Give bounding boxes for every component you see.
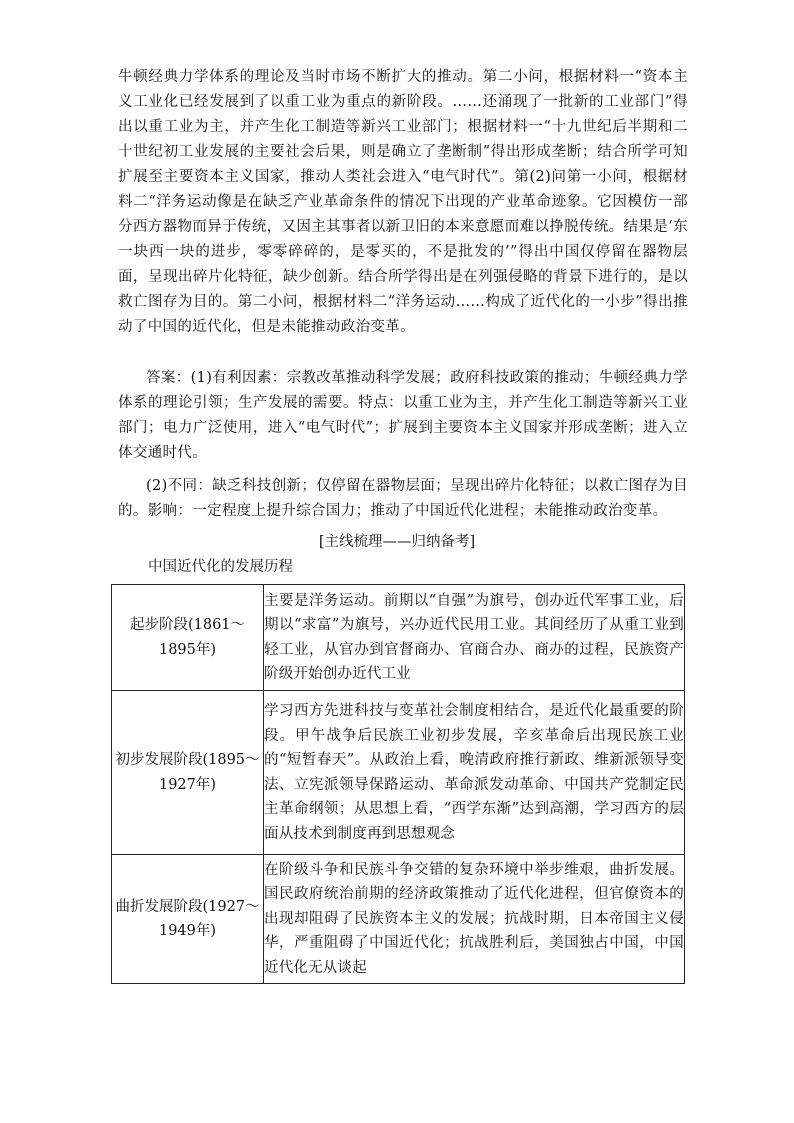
table-row <box>112 691 685 855</box>
stage-cell: 曲折发展阶段(1927～1949年) <box>112 855 264 984</box>
table-row <box>112 855 685 984</box>
stage-cell: 初步发展阶段(1895～1927年) <box>112 691 264 855</box>
answer-part-2-text: (2)不同：缺乏科技创新；仅停留在器物层面；呈现出碎片化特征；以救亡图存为目的。影响：一定程度上提升综合国力；推动了中国近代化进程；未能推动政治变革。 <box>118 478 688 519</box>
description-cell: 学习西方先进科技与变革社会制度相结合，是近代化最重要的阶段。甲午战争后民族工业初步发展，辛亥革命后出现民族工业的“短暂春天”。从政治上看，晚清政府推行新政、维新派领导变法、立宪派领导保路运动、革命派发动革命、中国共产党制定民主革命纲领；从思想上看，“西学东渐”达到高潮，学习西方的层面从技术到制度再到思想观念 <box>264 691 685 855</box>
stage-cell: 起步阶段(1861～1895年) <box>112 585 264 691</box>
answer-part-1-text: 答案：(1)有利因素：宗教改革推动科学发展；政府科技政策的推动；牛顿经典力学体系的理论引领；生产发展的需要。特点：以重工业为主，并产生化工制造等新兴工业部门；电力广泛使用，进入“电气时代”；扩展到主要资本主义国家并形成垄断；进入立体交通时代。 <box>118 370 688 461</box>
answer-part-2 <box>118 474 688 524</box>
analysis-paragraph: 牛顿经典力学体系的理论及当时市场不断扩大的推动。第二小问，根据材料一“资本主义工业化已经发展到了以重工业为重点的新阶段。……还涌现了一批新的工业部门”得出以重工业为主，并产生化工制造等新兴工业部门；根据材料一“十九世纪后半期和二十世纪初工业发展的主要社会后果，则是确立了垄断制”得出形成垄断；结合所学可知扩展至主要资本主义国家，推动人类社会进入“电气时代”。第(2)问第一小问，根据材料二“洋务运动像是在缺乏产业革命条件的情况下出现的产业革命迹象。它因模仿一部分西方器物而异于传统，又因主其事者以新卫旧的本来意愿而难以挣脱传统。结果是‘东一块西一块的进步，零零碎碎的，是零买的，不是批发的’”得出中国仅停留在器物层面，呈现出碎片化特征，缺少创新。结合所学得出是在列强侵略的背景下进行的，是以救亡图存为目的。第二小问，根据材料二“洋务运动……构成了近代化的一小步”得出推动了中国的近代化，但是未能推动政治变革。 <box>118 69 688 335</box>
section-title: [主线梳理——归纳备考] <box>318 534 476 550</box>
answer-part-1 <box>118 366 688 466</box>
table-title: 中国近代化的发展历程 <box>148 559 293 575</box>
description-cell: 在阶级斗争和民族斗争交错的复杂环境中举步维艰，曲折发展。国民政府统治前期的经济政策推动了近代化进程，但官僚资本的出现却阻碍了民族资本主义的发展；抗战时期，日本帝国主义侵华，严重阻碍了中国近代化；抗战胜利后，美国独占中国，中国近代化无从谈起 <box>264 855 685 984</box>
description-cell: 主要是洋务运动。前期以“自强”为旗号，创办近代军事工业，后期以“求富”为旗号，兴办近代民用工业。其间经历了从重工业到轻工业，从官办到官督商办、官商合办、商办的过程，民族资产阶级开始创办近代工业 <box>264 585 685 691</box>
modernization-table <box>111 584 685 984</box>
table-row <box>112 585 685 691</box>
